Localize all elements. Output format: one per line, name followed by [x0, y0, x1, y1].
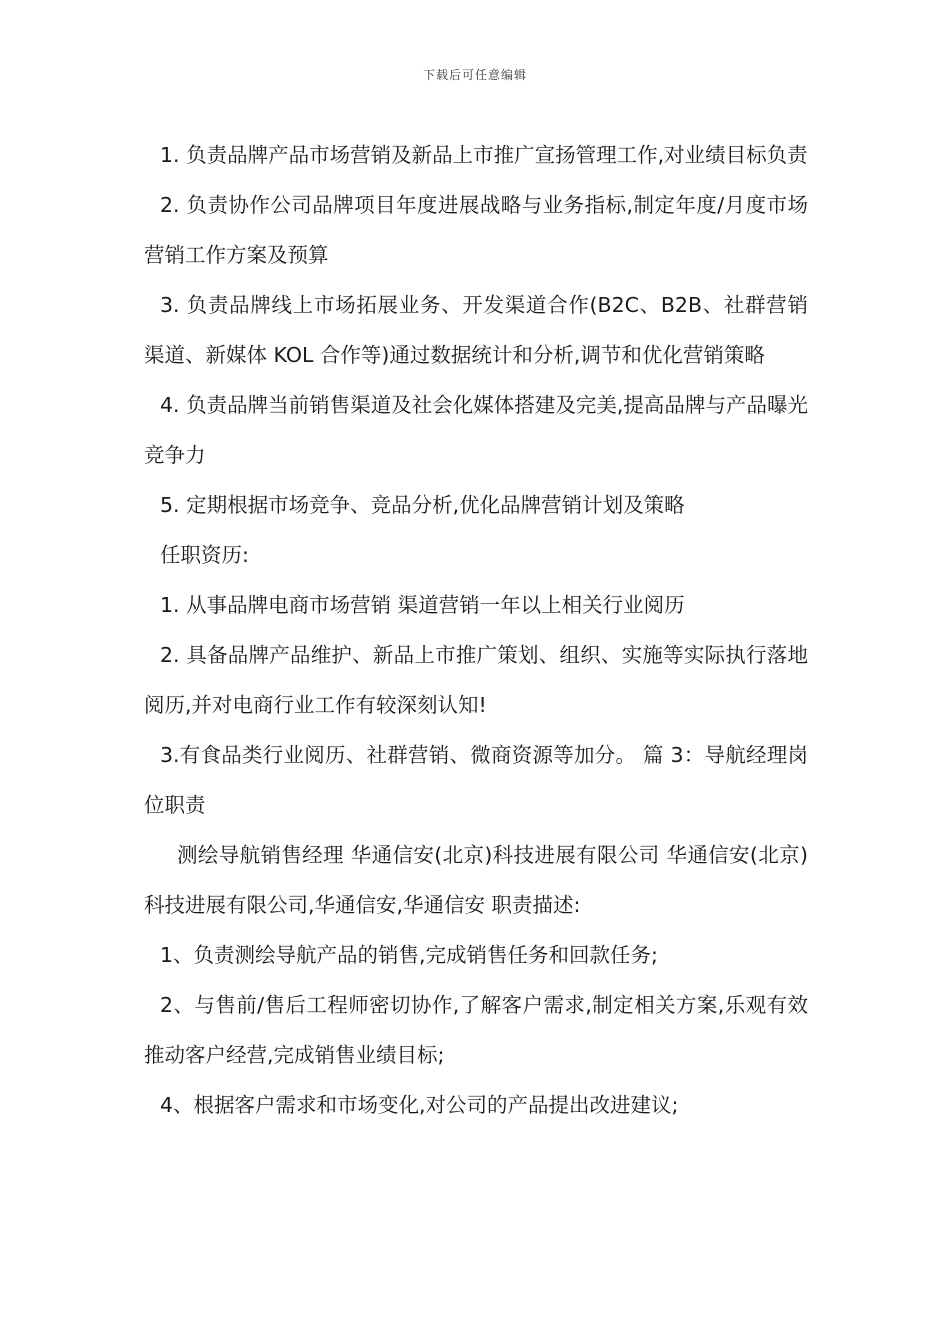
paragraph-3: 3. 负责品牌线上市场拓展业务、开发渠道合作(B2C、B2B、社群营销渠道、新媒体 KOL 合作等)通过数据统计和分析,调节和优化营销策略 — [144, 293, 808, 367]
paragraph-8: 2. 具备品牌产品维护、新品上市推广策划、组织、实施等实际执行落地阅历,并对电商行业工作有较深刻认知! — [144, 643, 808, 717]
paragraph-7: 1. 从事品牌电商市场营销 渠道营销一年以上相关行业阅历 — [160, 593, 685, 617]
paragraph-10: 测绘导航销售经理 华通信安(北京)科技进展有限公司 华通信安(北京)科技进展有限公司,华通信安,华通信安 职责描述: — [144, 843, 808, 917]
paragraph-5: 5. 定期根据市场竞争、竞品分析,优化品牌营销计划及策略 — [160, 493, 685, 517]
paragraph-13: 4、根据客户需求和市场变化,对公司的产品提出改进建议; — [160, 1093, 679, 1117]
paragraph-2: 2. 负责协作公司品牌项目年度进展战略与业务指标,制定年度/月度市场营销工作方案及预算 — [144, 193, 808, 267]
section-heading-qualifications: 任职资历: — [160, 543, 249, 567]
page-header: 下载后可任意编辑 — [422, 68, 527, 82]
document-body — [144, 130, 808, 1130]
paragraph-4: 4. 负责品牌当前销售渠道及社会化媒体搭建及完美,提高品牌与产品曝光竞争力 — [144, 393, 808, 467]
paragraph-9: 3.有食品类行业阅历、社群营销、微商资源等加分。 篇 3：导航经理岗位职责 — [144, 743, 808, 817]
paragraph-11: 1、负责测绘导航产品的销售,完成销售任务和回款任务; — [160, 943, 658, 967]
paragraph-1: 1. 负责品牌产品市场营销及新品上市推广宣扬管理工作,对业绩目标负责 — [160, 143, 808, 167]
paragraph-12: 2、与售前/售后工程师密切协作,了解客户需求,制定相关方案,乐观有效推动客户经营,完成销售业绩目标; — [144, 993, 808, 1067]
